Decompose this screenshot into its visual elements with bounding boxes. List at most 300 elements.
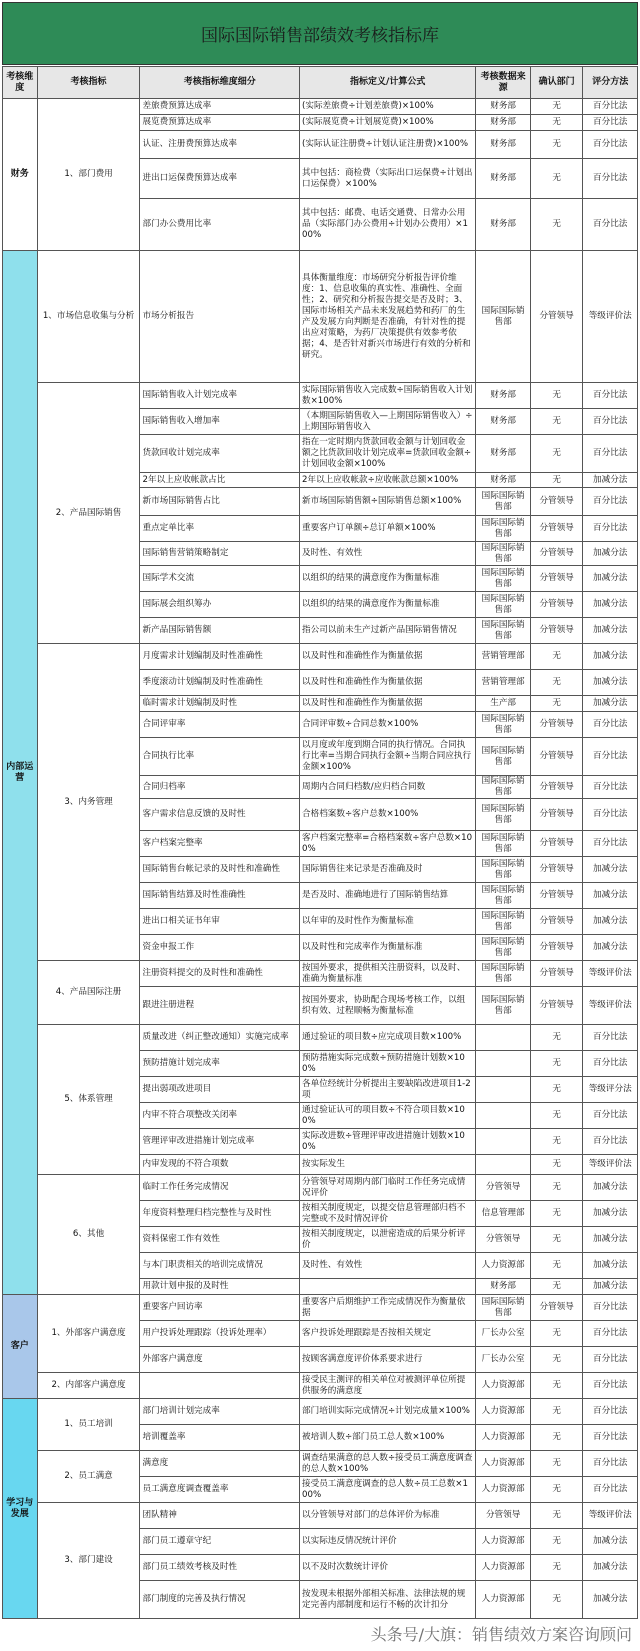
method-cell: 加减分法 [583,883,638,909]
header-dimension: 考核维度 [3,67,38,99]
formula-cell: 按实际发生 [300,1155,476,1175]
formula-cell: 实际国际销售收入完成数÷国际销售收入计划数×100% [300,383,476,409]
formula-cell: 客户投诉处理跟踪是否按相关规定 [300,1321,476,1347]
formula-cell: 以组织的结果的满意度作为衡量标准 [300,592,476,618]
method-cell: 百分比法 [583,712,638,738]
method-cell: 百分比法 [583,383,638,409]
method-cell: 加减分法 [583,566,638,592]
method-cell: 加减分法 [583,696,638,712]
formula-cell: 按顾客满意度评价体系要求进行 [300,1347,476,1373]
formula-cell: 及时性、有效性 [300,1253,476,1279]
confirm-dept-cell: 无 [530,1253,582,1279]
formula-cell: （本期国际销售收入—上期国际销售收入）÷上期国际销售收入 [300,409,476,435]
source-cell: 厂长办公室 [476,1347,531,1373]
confirm-dept-cell: 分管领导 [530,1295,582,1321]
confirm-dept-cell: 分管领导 [530,488,582,516]
indicator-cell: 1、部门费用 [37,99,140,251]
kpi-table [2,66,638,1619]
page-title: 国际国际销售部绩效考核指标库 [2,2,638,65]
table-row [3,644,638,670]
confirm-dept-cell: 无 [530,696,582,712]
source-cell: 营销管理部 [476,670,531,696]
source-cell: 国际国际销售部 [476,516,531,542]
formula-cell [300,1279,476,1295]
table-row [3,99,638,115]
source-cell: 财务部 [476,159,531,199]
confirm-dept-cell: 分管领导 [530,251,582,383]
confirm-dept-cell: 无 [530,1051,582,1077]
confirm-dept-cell: 无 [530,1425,582,1451]
detail-cell: 满意度 [140,1451,300,1477]
source-cell: 人力资源部 [476,1399,531,1425]
formula-cell: 通过验证的项目数÷应完成项目数×100% [300,1025,476,1051]
source-cell: 国际国际销售部 [476,935,531,961]
formula-cell: 其中包括：邮费、电话交通费、日常办公用品（实际部门办公费用÷计划办公费用）×100% [300,199,476,251]
method-cell: 百分比法 [583,1321,638,1347]
source-cell: 国际国际销售部 [476,251,531,383]
confirm-dept-cell: 无 [530,1025,582,1051]
confirm-dept-cell: 分管领导 [530,799,582,831]
formula-cell: 合同评审数÷合同总数×100% [300,712,476,738]
formula-cell: 按发现未根据外部相关标准、法律法规的规定完善内部制度和运行不畅的次计扣分 [300,1581,476,1619]
method-cell: 百分比法 [583,799,638,831]
detail-cell: 资金申报工作 [140,935,300,961]
source-cell: 人力资源部 [476,1529,531,1555]
source-cell: 国际国际销售部 [476,909,531,935]
detail-cell: 用户投诉处理跟踪（投诉处理率） [140,1321,300,1347]
source-cell: 国际国际销售部 [476,712,531,738]
source-cell: 财务部 [476,115,531,131]
source-cell: 人力资源部 [476,1373,531,1399]
formula-cell: 以实际违反情况统计评价 [300,1529,476,1555]
source-cell: 财务部 [476,131,531,159]
confirm-dept-cell: 分管领导 [530,738,582,776]
detail-cell: 货款回收计划完成率 [140,435,300,473]
confirm-dept-cell: 无 [530,1077,582,1103]
method-cell: 加减分法 [583,909,638,935]
method-cell: 百分比法 [583,831,638,857]
formula-cell: (实际差旅费÷计划差旅费)×100% [300,99,476,115]
formula-cell: 以组织的结果的满意度作为衡量标准 [300,566,476,592]
formula-cell: 以及时性和准确性作为衡量依据 [300,670,476,696]
confirm-dept-cell: 分管领导 [530,776,582,799]
detail-cell: 进出口运保费预算达成率 [140,159,300,199]
indicator-cell: 1、市场信息收集与分析 [37,251,140,383]
formula-cell: 以及时性和完成率作为衡量标准 [300,935,476,961]
method-cell: 百分比法 [583,435,638,473]
source-cell: 国际国际销售部 [476,618,531,644]
method-cell: 百分比法 [583,1295,638,1321]
table-row [3,1503,638,1529]
formula-cell: 实际改进数÷管理评审改进措施计划数×100% [300,1129,476,1155]
method-cell: 百分比法 [583,1347,638,1373]
confirm-dept-cell: 无 [530,1279,582,1295]
indicator-cell: 2、产品国际销售 [37,383,140,644]
table-row [3,383,638,409]
confirm-dept-cell: 无 [530,383,582,409]
formula-cell: (实际认证注册费÷计划认证注册费)×100% [300,131,476,159]
formula-cell: 以分管领导对部门的总体评价为标准 [300,1503,476,1529]
source-cell: 人力资源部 [476,1253,531,1279]
formula-cell: 新市场国际销售额÷国际销售总额×100% [300,488,476,516]
formula-cell: 分管领导对周期内部门临时工作任务完成情况评价 [300,1175,476,1201]
confirm-dept-cell: 无 [530,1477,582,1503]
method-cell: 百分比法 [583,776,638,799]
source-cell: 国际国际销售部 [476,799,531,831]
formula-cell: 客户档案完整率=合格档案数÷客户总数×100% [300,831,476,857]
confirm-dept-cell: 无 [530,473,582,488]
formula-cell: 接受员工满意度调查的总人数÷员工总数×100% [300,1477,476,1503]
source-cell [476,1129,531,1155]
formula-cell: 通过验证认可的项目数÷不符合项目数×100% [300,1103,476,1129]
confirm-dept-cell: 分管领导 [530,542,582,566]
detail-cell: 月度需求计划编制及时性准确性 [140,644,300,670]
indicator-cell: 1、外部客户满意度 [37,1295,140,1373]
detail-cell: 国际销售营销策略制定 [140,542,300,566]
detail-cell: 内审不符合项整改关闭率 [140,1103,300,1129]
detail-cell: 员工满意度调查覆盖率 [140,1477,300,1503]
detail-cell: 与本门职责相关的培训完成情况 [140,1253,300,1279]
detail-cell: 国际展会组织筹办 [140,592,300,618]
source-cell: 信息管理部 [476,1201,531,1227]
formula-cell: 及时性、有效性 [300,542,476,566]
formula-cell: 按国外要求，协助配合现场考核工作，以组织有效、过程顺畅为衡量标准 [300,987,476,1025]
confirm-dept-cell: 无 [530,1555,582,1581]
detail-cell: 进出口相关证书年审 [140,909,300,935]
formula-cell: (实际展览费÷计划展览费)×100% [300,115,476,131]
method-cell: 百分比法 [583,159,638,199]
formula-cell: 按相关制度规定，以泄密造成的后果分析评价 [300,1227,476,1253]
confirm-dept-cell: 无 [530,99,582,115]
method-cell: 等级评价法 [583,961,638,987]
formula-cell: 周期内合同归档数/应归档合同数 [300,776,476,799]
method-cell: 百分比法 [583,1451,638,1477]
formula-cell: 部门培训实际完成情况÷计划完成量×100% [300,1399,476,1425]
method-cell: 百分比法 [583,1103,638,1129]
detail-cell: 客户档案完整率 [140,831,300,857]
dimension-cell: 财务 [3,99,38,251]
detail-cell: 部门员工遵章守纪 [140,1529,300,1555]
confirm-dept-cell: 无 [530,1347,582,1373]
confirm-dept-cell: 无 [530,159,582,199]
source-cell: 国际国际销售部 [476,566,531,592]
detail-cell: 新产品国际销售额 [140,618,300,644]
formula-cell: 以及时性和准确性作为衡量依据 [300,696,476,712]
method-cell: 百分比法 [583,131,638,159]
confirm-dept-cell: 无 [530,1201,582,1227]
source-cell: 国际国际销售部 [476,488,531,516]
source-cell: 人力资源部 [476,1477,531,1503]
confirm-dept-cell: 分管领导 [530,831,582,857]
watermark-caption: 头条号/大旗：销售绩效方案咨询顾问 [370,1625,632,1644]
confirm-dept-cell: 分管领导 [530,592,582,618]
detail-cell: 国际销售台帐记录的及时性和准确性 [140,857,300,883]
formula-cell: 是否及时、准确地进行了国际销售结算 [300,883,476,909]
method-cell: 百分比法 [583,99,638,115]
source-cell: 国际国际销售部 [476,883,531,909]
method-cell: 百分比法 [583,1477,638,1503]
detail-cell: 2年以上应收帐款占比 [140,473,300,488]
method-cell: 百分比法 [583,516,638,542]
confirm-dept-cell: 无 [530,670,582,696]
dimension-cell: 客户 [3,1295,38,1399]
source-cell: 国际国际销售部 [476,776,531,799]
detail-cell: 内审发现的不符合项数 [140,1155,300,1175]
detail-cell: 国际学术交流 [140,566,300,592]
confirm-dept-cell: 无 [530,1451,582,1477]
detail-cell: 重点定单比率 [140,516,300,542]
method-cell: 加减分法 [583,542,638,566]
confirm-dept-cell: 分管领导 [530,566,582,592]
source-cell [476,1025,531,1051]
method-cell: 等级评价法 [583,1503,638,1529]
detail-cell: 临时需求计划编制及时性 [140,696,300,712]
indicator-cell: 2、员工满意 [37,1451,140,1503]
method-cell: 加减分法 [583,592,638,618]
source-cell: 人力资源部 [476,1451,531,1477]
detail-cell: 合同评审率 [140,712,300,738]
formula-cell: 指公司以前未生产过新产品国际销售情况 [300,618,476,644]
detail-cell: 注册资料提交的及时性和准确性 [140,961,300,987]
formula-cell: 预防措施实际完成数÷预防措施计划数×100% [300,1051,476,1077]
detail-cell: 资料保密工作有效性 [140,1227,300,1253]
source-cell: 国际国际销售部 [476,987,531,1025]
detail-cell: 差旅费预算达成率 [140,99,300,115]
source-cell: 分管领导 [476,1175,531,1201]
source-cell: 生产部 [476,696,531,712]
confirm-dept-cell: 分管领导 [530,961,582,987]
detail-cell: 跟进注册进程 [140,987,300,1025]
indicator-cell: 3、部门建设 [37,1503,140,1619]
formula-cell: 按相关制度规定，以提交信息管理部归档不完整或不及时情况评价 [300,1201,476,1227]
confirm-dept-cell: 无 [530,131,582,159]
formula-cell: 以及时性和准确性作为衡量依据 [300,644,476,670]
source-cell: 人力资源部 [476,1581,531,1619]
table-row [3,251,638,383]
indicator-cell: 2、内部客户满意度 [37,1373,140,1399]
method-cell: 百分比法 [583,1373,638,1399]
formula-cell: 国际销售往来记录是否准确及时 [300,857,476,883]
method-cell: 百分比法 [583,1399,638,1425]
detail-cell: 质量改进（纠正整改通知）实施完成率 [140,1025,300,1051]
confirm-dept-cell: 无 [530,115,582,131]
detail-cell: 客户需求信息反馈的及时性 [140,799,300,831]
formula-cell: 接受民主测评的相关单位对被测评单位所提供服务的满意度 [300,1373,476,1399]
formula-cell: 重要客户后期维护工作完成情况作为衡量依据 [300,1295,476,1321]
source-cell: 财务部 [476,199,531,251]
formula-cell: 具体衡量维度：市场研究分析报告评价维度：1、信息收集的真实性、准确性、全面性；2、研究和分析报告提交是否及时；3、国际市场相关产品未来发展趋势和药厂的生产及发展方向判断是否准确，有针对性的提出应对策略，为药厂决策提供有效参考依据；4、是否针对新兴市场进行有效的分析和研究。 [300,251,476,383]
detail-cell [140,1373,300,1399]
method-cell: 百分比法 [583,1051,638,1077]
header-source: 考核数据来源 [476,67,531,99]
method-cell: 加减分法 [583,1253,638,1279]
formula-cell: 以年审的及时性作为衡量标准 [300,909,476,935]
confirm-dept-cell: 无 [530,1399,582,1425]
table-body [3,99,638,1619]
formula-cell: 以不及时次数统计评价 [300,1555,476,1581]
method-cell: 等级评价法 [583,251,638,383]
source-cell: 国际国际销售部 [476,857,531,883]
table-row [3,1175,638,1201]
method-cell: 加减分法 [583,1227,638,1253]
formula-cell: 按国外要求，提供相关注册资料，以及时、准确为衡量标准 [300,961,476,987]
source-cell [476,1103,531,1129]
source-cell [476,1155,531,1175]
formula-cell: 各单位经统计分析提出主要缺陷改进项目1-2项 [300,1077,476,1103]
method-cell: 加减分法 [583,1581,638,1619]
source-cell: 国际国际销售部 [476,738,531,776]
method-cell: 百分比法 [583,738,638,776]
method-cell: 百分比法 [583,1425,638,1451]
source-cell: 国际国际销售部 [476,831,531,857]
method-cell: 加减分法 [583,670,638,696]
method-cell: 加减分法 [583,1175,638,1201]
confirm-dept-cell: 无 [530,1581,582,1619]
source-cell [476,1077,531,1103]
method-cell: 百分比法 [583,1025,638,1051]
detail-cell: 季度滚动计划编制及时性准确性 [140,670,300,696]
header-formula: 指标定义/计算公式 [300,67,476,99]
source-cell: 国际国际销售部 [476,1295,531,1321]
detail-cell: 部门制度的完善及执行情况 [140,1581,300,1619]
dimension-cell: 学习与发展 [3,1399,38,1619]
detail-cell: 部门培训计划完成率 [140,1399,300,1425]
detail-cell: 培训覆盖率 [140,1425,300,1451]
confirm-dept-cell: 无 [530,1227,582,1253]
source-cell: 国际国际销售部 [476,542,531,566]
detail-cell: 国际销售收入增加率 [140,409,300,435]
method-cell: 等级评价法 [583,987,638,1025]
method-cell: 加减分法 [583,857,638,883]
source-cell: 国际国际销售部 [476,592,531,618]
method-cell: 百分比法 [583,199,638,251]
indicator-cell: 1、员工培训 [37,1399,140,1451]
formula-cell: 2年以上应收帐款÷应收帐款总额×100% [300,473,476,488]
detail-cell: 年度资料整理归档完整性与及时性 [140,1201,300,1227]
formula-cell: 合格档案数÷客户总数×100% [300,799,476,831]
table-header-row [3,67,638,99]
method-cell: 加减分法 [583,1279,638,1295]
table-row [3,1373,638,1399]
detail-cell: 预防措施计划完成率 [140,1051,300,1077]
detail-cell: 部门员工绩效考核及时性 [140,1555,300,1581]
detail-cell: 重要客户回访率 [140,1295,300,1321]
confirm-dept-cell: 无 [530,435,582,473]
indicator-cell: 6、其他 [37,1175,140,1295]
method-cell: 百分比法 [583,115,638,131]
detail-cell: 提出弱项改进项目 [140,1077,300,1103]
source-cell: 财务部 [476,409,531,435]
confirm-dept-cell: 无 [530,1175,582,1201]
source-cell: 营销管理部 [476,644,531,670]
detail-cell: 新市场国际销售占比 [140,488,300,516]
detail-cell: 市场分析报告 [140,251,300,383]
confirm-dept-cell: 无 [530,1129,582,1155]
table-row [3,1451,638,1477]
indicator-cell: 4、产品国际注册 [37,961,140,1025]
source-cell: 财务部 [476,383,531,409]
method-cell: 等级评价法 [583,1155,638,1175]
method-cell: 加减分法 [583,1201,638,1227]
source-cell: 国际国际销售部 [476,961,531,987]
header-indicator: 考核指标 [37,67,140,99]
formula-cell: 以月度或年度到期合同的执行情况。合同执行比率=当期合同执行金额÷当期合同应执行金额×100% [300,738,476,776]
formula-cell: 重要客户订单额÷总订单额×100% [300,516,476,542]
indicator-cell: 5、体系管理 [37,1025,140,1175]
detail-cell: 合同执行比率 [140,738,300,776]
source-cell: 分管领导 [476,1227,531,1253]
source-cell: 财务部 [476,1279,531,1295]
confirm-dept-cell: 分管领导 [530,935,582,961]
table-row [3,1025,638,1051]
confirm-dept-cell: 分管领导 [530,618,582,644]
detail-cell: 用款计划申报的及时性 [140,1279,300,1295]
method-cell: 加减分法 [583,1529,638,1555]
confirm-dept-cell: 分管领导 [530,857,582,883]
formula-cell: 被培训人数÷部门员工总人数×100% [300,1425,476,1451]
detail-cell: 临时工作任务完成情况 [140,1175,300,1201]
method-cell: 百分比法 [583,409,638,435]
detail-cell: 认证、注册费预算达成率 [140,131,300,159]
formula-cell: 其中包括：商检费（实际出口运保费÷计划出口运保费）×100% [300,159,476,199]
dimension-cell: 内部运营 [3,251,38,1295]
confirm-dept-cell: 无 [530,1373,582,1399]
detail-cell: 管理评审改进措施计划完成率 [140,1129,300,1155]
confirm-dept-cell: 分管领导 [530,909,582,935]
method-cell: 加减分法 [583,935,638,961]
method-cell: 百分比法 [583,1129,638,1155]
method-cell: 加减分法 [583,618,638,644]
detail-cell: 国际销售收入计划完成率 [140,383,300,409]
confirm-dept-cell: 分管领导 [530,883,582,909]
confirm-dept-cell: 分管领导 [530,516,582,542]
detail-cell: 展览费预算达成率 [140,115,300,131]
confirm-dept-cell: 无 [530,199,582,251]
source-cell: 财务部 [476,435,531,473]
source-cell: 厂长办公室 [476,1321,531,1347]
method-cell: 百分比法 [583,488,638,516]
detail-cell: 部门办公费用比率 [140,199,300,251]
detail-cell: 合同归档率 [140,776,300,799]
confirm-dept-cell: 无 [530,1155,582,1175]
source-cell: 人力资源部 [476,1555,531,1581]
method-cell: 等级评分法 [583,1077,638,1103]
detail-cell: 国际销售结算及时性准确性 [140,883,300,909]
table-row [3,1399,638,1425]
confirm-dept-cell: 无 [530,1103,582,1129]
method-cell: 加减分法 [583,1555,638,1581]
table-row [3,1295,638,1321]
source-cell [476,1051,531,1077]
method-cell: 加减分法 [583,644,638,670]
source-cell: 人力资源部 [476,1425,531,1451]
method-cell: 加减分法 [583,473,638,488]
confirm-dept-cell: 无 [530,1321,582,1347]
source-cell: 财务部 [476,473,531,488]
confirm-dept-cell: 无 [530,644,582,670]
indicator-cell: 3、内务管理 [37,644,140,961]
detail-cell: 团队精神 [140,1503,300,1529]
header-scoring-method: 评分方法 [583,67,638,99]
table-row [3,961,638,987]
source-cell: 财务部 [476,99,531,115]
confirm-dept-cell: 无 [530,409,582,435]
detail-cell: 外部客户满意度 [140,1347,300,1373]
confirm-dept-cell: 分管领导 [530,712,582,738]
source-cell: 分管领导 [476,1503,531,1529]
confirm-dept-cell: 无 [530,1529,582,1555]
formula-cell: 调查结果满意的总人数÷接受员工满意度调查的总人数×100% [300,1451,476,1477]
